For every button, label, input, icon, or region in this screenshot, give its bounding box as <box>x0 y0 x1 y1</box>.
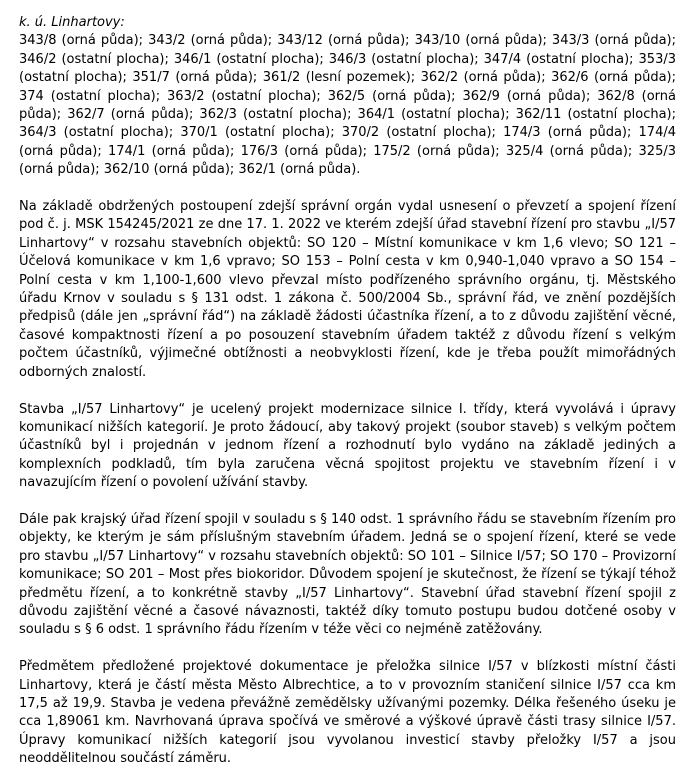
paragraph-project-description: Stavba „I/57 Linhartovy“ je ucelený projekt modernizace silnice I. třídy, která vyvolává i úpravy komunikací nižších kategorií. Je proto žádoucí, aby takový projekt (soubor staveb) s velkým počtem účastníků byl i projednán v jednom řízení a rozhodnutí bylo vydáno na základě jediných a komplexních podkladů, tím byla zaručena věcná spojitost projektu ve stavebním řízení i v navazujícím řízení o povolení užívání stavby. <box>19 401 676 491</box>
cadastral-area-heading: k. ú. Linhartovy: <box>19 15 125 30</box>
paragraph-transfer-of-proceedings: Na základě obdržených postoupení zdejší správní orgán vydal usnesení o převzetí a spojení řízení pod č. j. MSK 154245/2021 ze dne 17. 1. 2022 ve kterém zdejší úřad stavební řízení pro stavbu „I/57 Linhartovy“ v rozsahu stavebních objektů: SO 120 – Místní komunikace v km 1,6 vlevo; SO 121 – Účelová komunikace v km 1,6 vpravo; SO 153 – Polní cesta v km 0,940-1,040 vpravo a SO 154 – Polní cesta v km 1,100-1,600 vlevo převzal místo podřízeného správního orgánu, tj. Městského úřadu Krnov v souladu s § 131 odst. 1 zákona č. 500/2004 Sb., správní řád, ve znění pozdějších předpisů (dále jen „správní řád“) na základě žádosti účastníka řízení, a to z důvodu zajištění věcné, časové kompaktnosti řízení a po posouzení stavebním úřadem taktéž z důvodu řízení s velkým počtem účastníků, výjimečné obtížnosti a neobvyklosti řízení, kde je třeba použít mimořádných odborných znalostí. <box>19 199 676 380</box>
paragraph-merging-of-proceedings: Dále pak krajský úřad řízení spojil v souladu s § 140 odst. 1 správního řádu se stavebním řízením pro objekty, ke kterým je sám příslušným stavebním úřadem. Jedná se o spojení řízení, které se vede pro stavbu „I/57 Linhartovy“ v rozsahu stavebních objektů: SO 101 – Silnice I/57; SO 170 – Provizorní komunikace; SO 201 – Most přes biokoridor. Důvodem spojení je skutečnost, že řízení se týkají téhož předmětu řízení, a to konkrétně stavby „I/57 Linhartovy“. Stavební úřad stavební řízení spojil z důvodu zajištění věcné a časové návaznosti, taktéž díky tomuto postupu budou dotčené osoby v souladu s § 6 odst. 1 správního řádu řízením v téže věci co nejméně zatěžovány. <box>19 511 676 638</box>
parcel-list: 343/8 (orná půda); 343/2 (orná půda); 343/12 (orná půda); 343/10 (orná půda); 343/3 (orná půda); 346/2 (ostatní plocha); 346/1 (ostatní plocha); 346/3 (ostatní plocha); 347/4 (ostatní plocha); 353/3 (ostatní plocha); 351/7 (orná půda); 361/2 (lesní pozemek); 362/2 (orná půda); 362/6 (orná půda); 374 (ostatní plocha); 363/2 (ostatní plocha); 362/5 (orná půda); 362/9 (orná půda); 362/8 (orná půda); 362/7 (orná půda); 362/3 (ostatní plocha); 364/1 (ostatní plocha); 362/11 (ostatní plocha); 364/3 (ostatní plocha); 370/1 (ostatní plocha); 370/2 (ostatní plocha); 174/3 (orná půda); 174/4 (orná půda); 174/1 (orná půda); 176/3 (orná půda); 175/2 (orná půda); 325/4 (orná půda); 325/3 (orná půda); 362/10 (orná půda); 362/1 (orná půda). <box>19 33 676 178</box>
paragraph-subject-of-documentation: Předmětem předložené projektové dokumentace je přeložka silnice I/57 v blízkosti místní části Linhartovy, která je částí města Město Albrechtice, a to v provozním staničení silnice I/57 cca km 17,5 až 19,9. Stavba je vedena převážně zemědělsky užívanými pozemky. Délka řešeného úseku je cca 1,89061 km. Navrhovaná úprava spočívá ve směrové a výškové úpravě části trasy silnice I/57. Úpravy komunikací nižších kategorií jsou vyvolanou investicí stavby přeložky I/57 a jsou neoddělitelnou součástí záměru. <box>19 659 676 767</box>
